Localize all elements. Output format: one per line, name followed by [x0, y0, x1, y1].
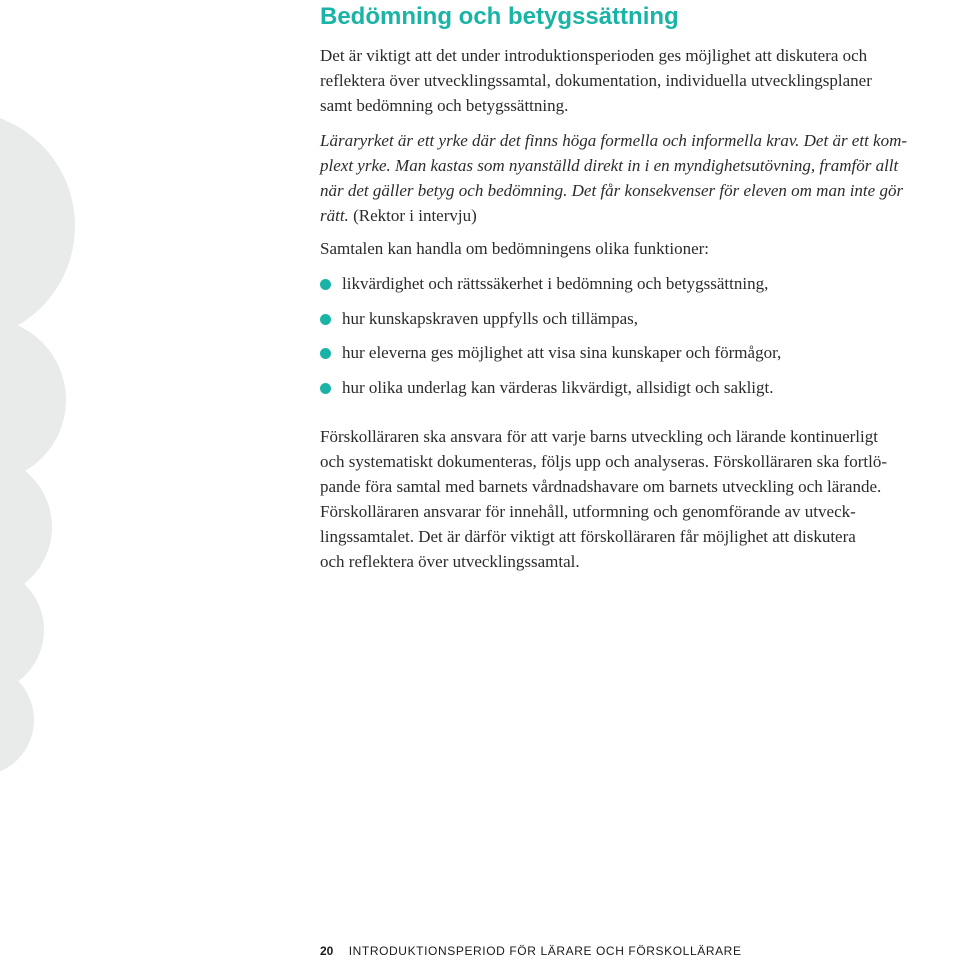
page-number: 20 — [320, 944, 334, 958]
intro-line: samt bedömning och betygssättning. — [320, 96, 569, 115]
intro-paragraph — [320, 43, 958, 118]
list-item-text: likvärdighet och rättssäkerhet i bedömning och betygssättning, — [342, 274, 769, 293]
quote-last-line — [320, 203, 958, 228]
decor-circle — [0, 664, 34, 776]
intro-line: Det är viktigt att det under introduktionsperioden ges möjlighet att diskutera och — [320, 46, 868, 65]
preschool-line: och systematiskt dokumenteras, följs upp och analyseras. Förskolläraren ska fortlö- — [320, 452, 888, 471]
decor-circle — [0, 111, 75, 341]
preschool-line: och reflektera över utvecklingssamtal. — [320, 552, 580, 571]
quote-last-word: rätt. — [320, 206, 349, 225]
list-item-text: hur olika underlag kan värderas likvärdigt, allsidigt och sakligt. — [342, 377, 774, 397]
decor-circle — [0, 566, 44, 694]
quote-line: när det gäller betyg och bedömning. Det får konsekvenser för eleven om man inte gör — [320, 181, 904, 200]
page-footer — [320, 944, 742, 958]
decor-circle — [0, 318, 66, 482]
intro-line: reflektera över utvecklingssamtal, dokumentation, individuella utvecklingsplaner — [320, 71, 872, 90]
decor-circle — [0, 455, 52, 599]
preschool-line: lingssamtalet. Det är därför viktigt att förskolläraren får möjlighet att diskutera — [320, 527, 856, 546]
quote-line: plext yrke. Man kastas som nyanställd direkt in i en myndighetsutövning, framför allt — [320, 156, 899, 175]
quote-source: (Rektor i intervju) — [353, 206, 477, 225]
preschool-line: Förskolläraren ansvarar för innehåll, utformning och genomförande av utveck- — [320, 502, 856, 521]
teal-dot-icon — [320, 383, 331, 394]
quote-line: Läraryrket är ett yrke där det finns höga formella och informella krav. Det är ett kom- — [320, 131, 908, 150]
functions-list — [320, 271, 960, 409]
list-item — [320, 340, 960, 375]
teal-dot-icon — [320, 279, 331, 290]
preschool-line: Förskolläraren ska ansvara för att varje barns utveckling och lärande kontinuerligt — [320, 427, 878, 446]
interview-quote — [320, 128, 958, 228]
list-item — [320, 306, 960, 341]
running-head: INTRODUKTIONSPERIOD FÖR LÄRARE OCH FÖRSKOLLÄRARE — [348, 944, 742, 958]
list-item-text: hur eleverna ges möjlighet att visa sina kunskaper och förmågor, — [342, 343, 782, 362]
teal-dot-icon — [320, 348, 331, 359]
list-item-text: hur kunskapskraven uppfylls och tillämpas, — [342, 308, 639, 328]
teal-dot-icon — [320, 314, 331, 325]
preschool-line: pande föra samtal med barnets vårdnadshavare om barnets utveckling och lärande. — [320, 477, 882, 496]
functions-intro: Samtalen kan handla om bedömningens olika funktioner: — [320, 239, 710, 258]
decorative-circles — [0, 0, 120, 960]
list-item — [320, 271, 960, 306]
preschool-paragraph — [320, 424, 958, 574]
list-item — [320, 375, 960, 410]
page-title: Bedömning och betygssättning — [320, 3, 679, 30]
